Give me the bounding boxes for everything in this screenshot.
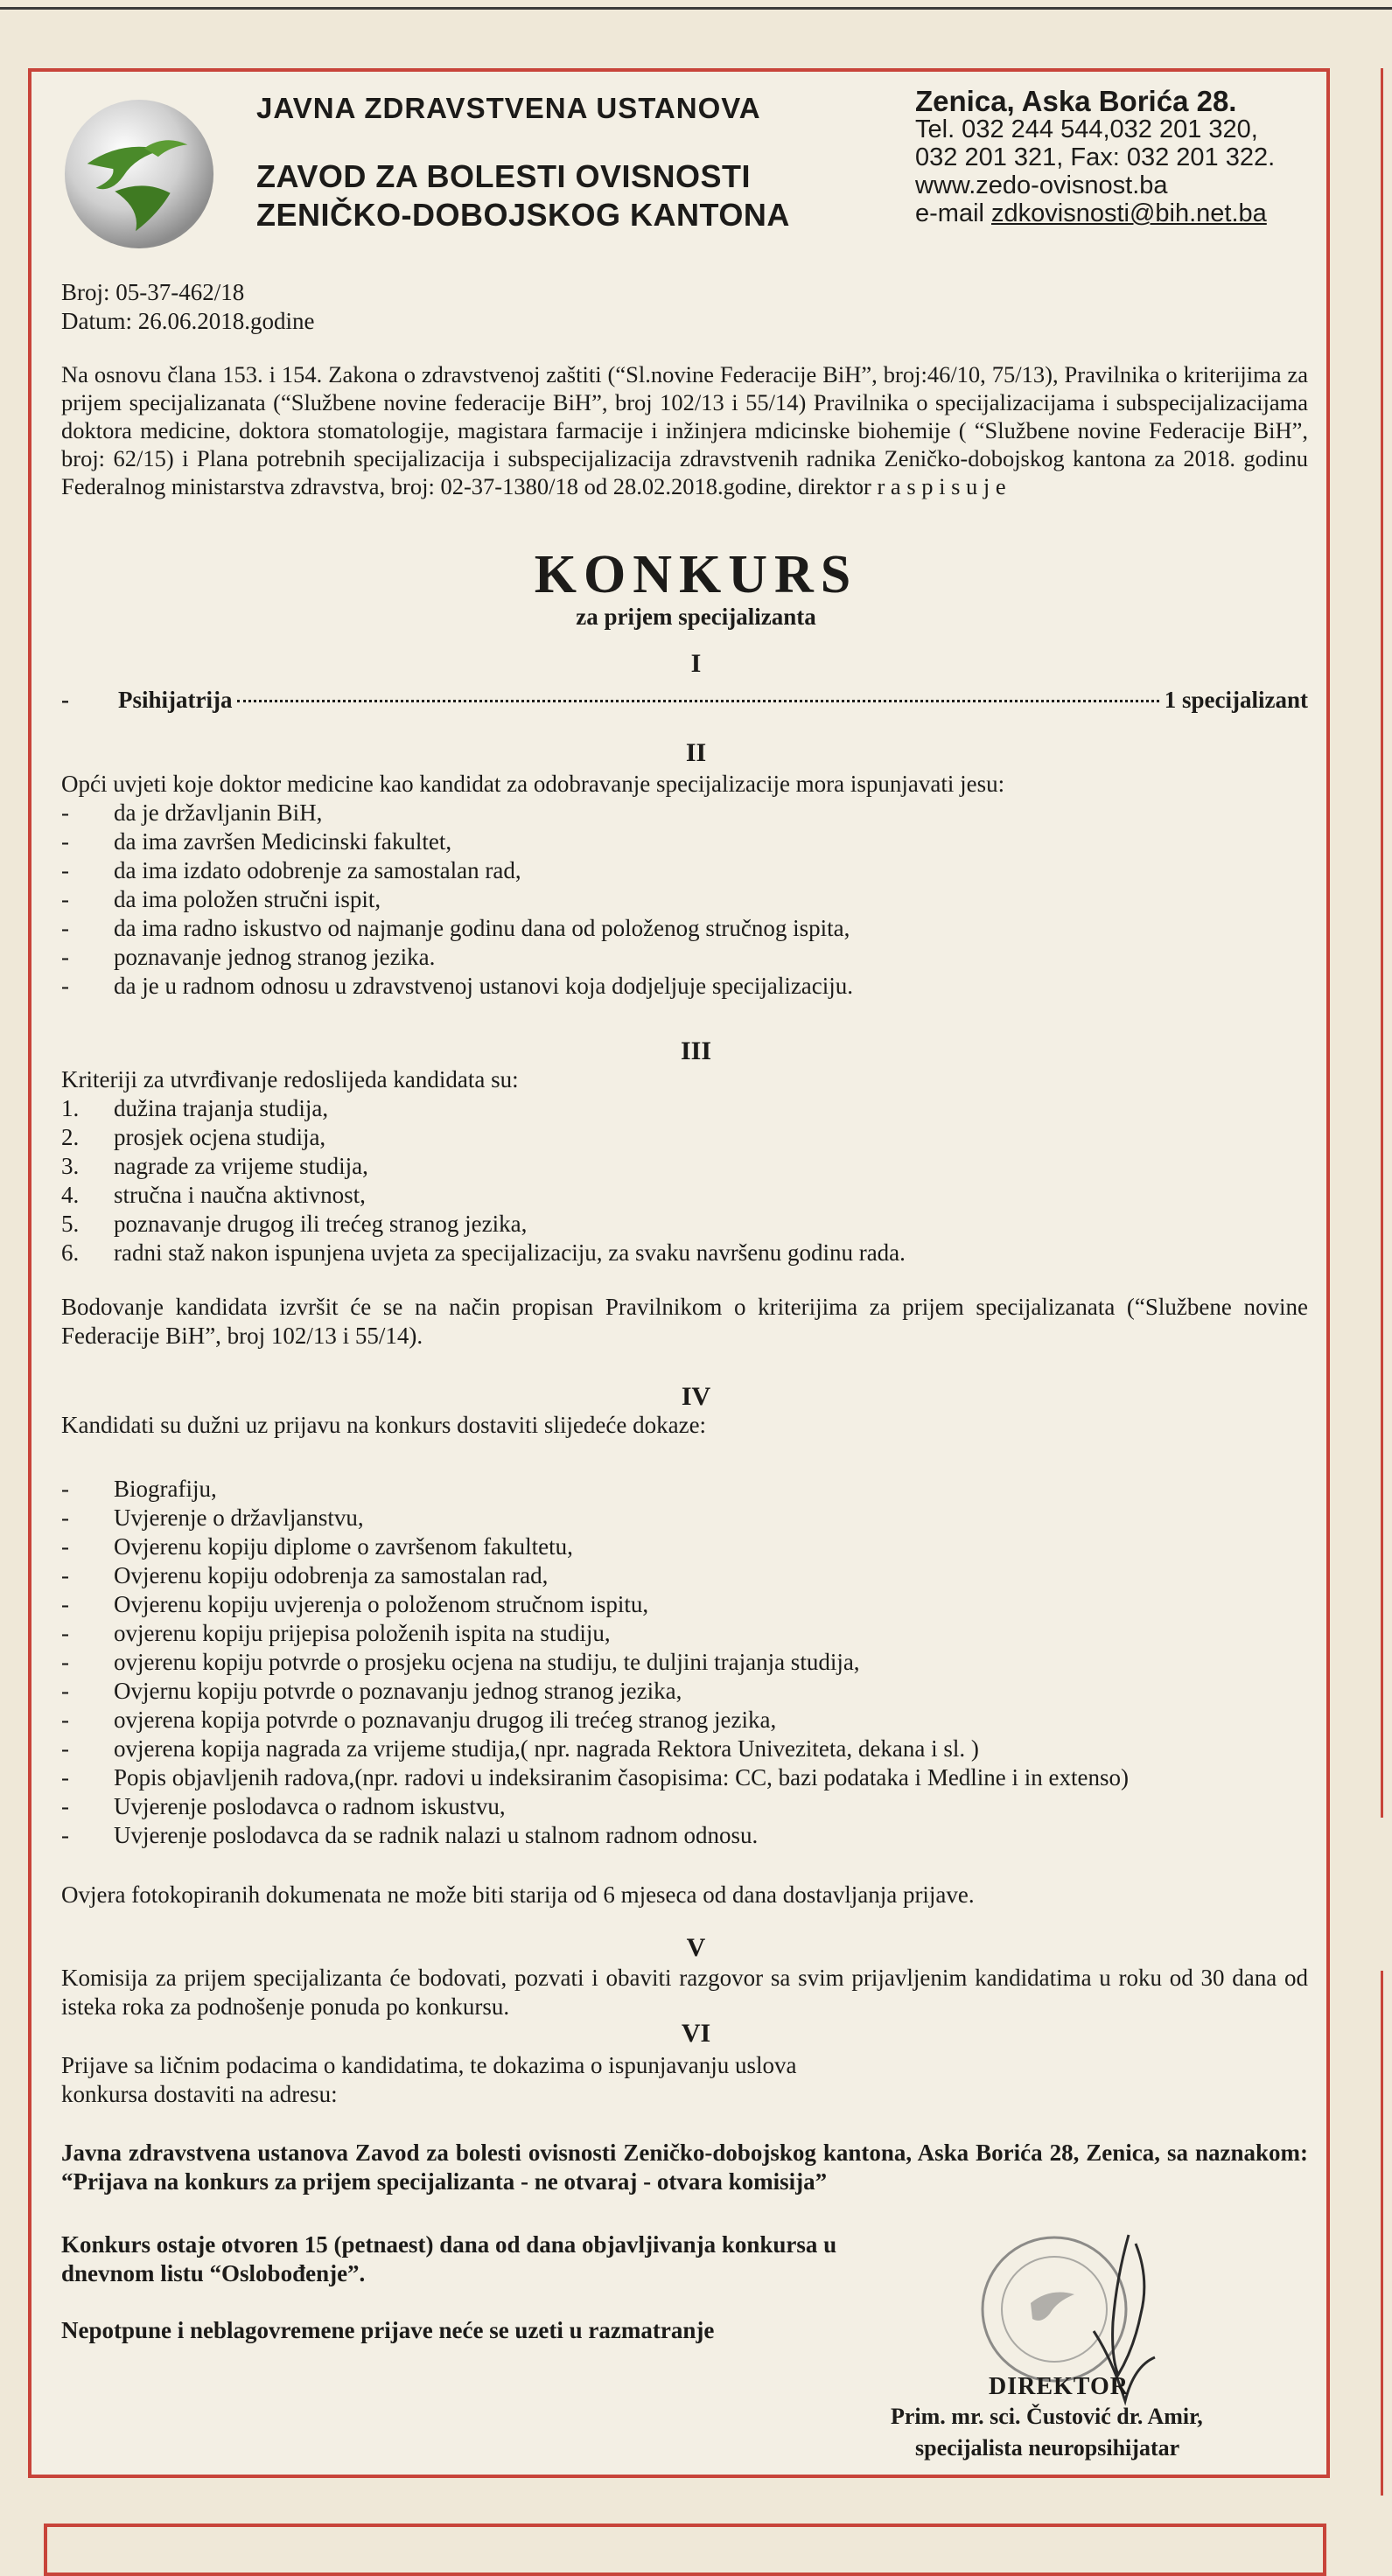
document-meta bbox=[61, 278, 314, 336]
list-item: - Uvjerenje poslodavca da se radnik nalazi u stalnom radnom odnosu. bbox=[61, 1822, 759, 1848]
section-5-heading: V bbox=[686, 1933, 706, 1962]
vacancy-count: 1 specijalizant bbox=[1164, 687, 1308, 713]
list-item: - da ima položen stručni ispit, bbox=[61, 886, 381, 912]
selection-criteria bbox=[61, 1065, 1308, 1267]
legal-basis-paragraph: Na osnovu člana 153. i 154. Zakona o zdravstvenoj zaštiti (“Sl.novine Federacije BiH”, broj:46/10, 75/13), Pravilnika o kriterijima za prijem specijalizanata (“Službene novine federacije BiH”, broj 102/13 i 55/14) Pravilnika o specijalizacijama i subspecijalizacijama doktora medicine, doktora stomatologije, magistara farmacije i inžinjera mdicinske biohemije ( “Službene novine Federacije BiH”, broj: 62/15) i Plana potrebnih specijalizacija i subspecijalizacija zdravstvenih radnika Zeničko-dobojskog kantona za 2018. godinu Federalnog ministarstva zdravstva, broj: 02-37-1380/18 od 28.02.2018.godine, direktor r a s p i s u j e bbox=[61, 361, 1308, 499]
notice-title: KONKURS bbox=[534, 545, 858, 604]
org-line-2: ZAVOD ZA BOLESTI OVISNOSTI bbox=[256, 158, 752, 194]
vacancy-field: Psihijatrija bbox=[118, 687, 233, 713]
criteria-intro: Kriteriji za utvrđivanje redoslijeda kandidata su: bbox=[61, 1066, 519, 1093]
incomplete-notice: Nepotpune i neblagovremene prijave neće se uzeti u razmatranje bbox=[61, 2317, 715, 2343]
list-item: - Biografiju, bbox=[61, 1476, 217, 1502]
list-item: - Uvjerenje poslodavca o radnom iskustvu, bbox=[61, 1793, 506, 1819]
top-rule bbox=[0, 7, 1392, 10]
list-item: - da je u radnom odnosu u zdravstvenoj ustanovi koja dodjeljuje specijalizaciju. bbox=[61, 973, 854, 999]
list-item: - Ovjerenu kopiju odobrenja za samostalan rad, bbox=[61, 1562, 549, 1588]
notice-subtitle: za prijem specijalizanta bbox=[576, 604, 816, 630]
org-name bbox=[256, 157, 790, 234]
contact-phone-1: Tel. 032 244 544,032 201 320, bbox=[915, 115, 1258, 143]
open-period: Konkurs ostaje otvoren 15 (petnaest) dana od dana objavljivanja konkursa u dnevnom listu “Oslobođenje”. bbox=[61, 2231, 837, 2286]
list-item: - Popis objavljenih radova,(npr. radovi u indeksiranim časopisima: CC, bazi podataka i Medline i in extenso) bbox=[61, 1764, 1130, 1791]
list-item: 2. prosjek ocjena studija, bbox=[61, 1124, 326, 1150]
list-item: - ovjerenu kopiju prijepisa položenih ispita na studiju, bbox=[61, 1620, 611, 1646]
certification-note: Ovjera fotokopiranih dokumenata ne može biti starija od 6 mjeseca od dana dostavljanja prijave. bbox=[61, 1881, 975, 1908]
org-line-3: ZENIČKO-DOBOJSKOG KANTONA bbox=[256, 197, 790, 233]
signatory-name: Prim. mr. sci. Čustović dr. Amir, bbox=[891, 2404, 1203, 2429]
adjacent-ad-box bbox=[44, 2524, 1326, 2576]
required-documents bbox=[61, 1475, 1308, 1850]
commission-paragraph: Komisija za prijem specijalizanta će bodovati, pozvati i obaviti razgovor sa svim prijavljenim kandidatima u roku od 30 dana od isteka roka za podnošenje ponuda po konkursu. bbox=[61, 1965, 1308, 2020]
list-item: - Ovjernu kopiju potvrde o poznavanju jednog stranog jezika, bbox=[61, 1678, 682, 1704]
scoring-paragraph: Bodovanje kandidata izvršit će se na način propisan Pravilnikom o kriterijima za prijem specijalizanata (“Službene novine Federacije BiH”, broj 102/13 i 55/14). bbox=[61, 1294, 1308, 1349]
contact-website[interactable]: www.zedo-ovisnost.ba bbox=[915, 171, 1168, 199]
list-item: - Uvjerenje o državljanstvu, bbox=[61, 1504, 364, 1531]
list-item: - da ima radno iskustvo od najmanje godinu dana od položenog stručnog ispita, bbox=[61, 915, 850, 941]
submission-paragraph: Prijave sa ličnim podacima o kandidatima, te dokazima o ispunjavanju uslova konkursa dostaviti na adresu: bbox=[61, 2052, 797, 2107]
list-item: - Ovjerenu kopiju diplome o završenom fakultetu, bbox=[61, 1533, 573, 1560]
section-6-heading: VI bbox=[681, 2019, 711, 2048]
signatory-title: specijalista neuropsihijatar bbox=[915, 2435, 1180, 2461]
reference-number: Broj: 05-37-462/18 bbox=[61, 279, 245, 305]
list-item: - ovjerena kopija potvrde o poznavanju drugog ili trećeg stranog jezika, bbox=[61, 1707, 777, 1733]
list-item: 4. stručna i naučna aktivnost, bbox=[61, 1182, 366, 1208]
vacancy-line bbox=[61, 687, 1308, 714]
document-date: Datum: 26.06.2018.godine bbox=[61, 308, 315, 334]
list-item: 1. dužina trajanja studija, bbox=[61, 1095, 329, 1121]
list-item: - poznavanje jednog stranog jezika. bbox=[61, 944, 436, 970]
list-item: - da ima izdato odobrenje za samostalan rad, bbox=[61, 857, 521, 883]
section-3-heading: III bbox=[680, 1037, 712, 1065]
contact-email[interactable]: zdkovisnosti@bih.net.ba bbox=[991, 199, 1267, 227]
list-item: - Ovjerenu kopiju uvjerenja o položenom stručnom ispitu, bbox=[61, 1591, 649, 1617]
list-item: - ovjerenu kopiju potvrde o prosjeku ocjena na studiju, te duljini trajanja studija, bbox=[61, 1649, 860, 1675]
org-line-1: JAVNA ZDRAVSTVENA USTANOVA bbox=[256, 92, 761, 124]
section-4-heading: IV bbox=[681, 1382, 711, 1411]
adjacent-ad-edge bbox=[1372, 68, 1392, 2482]
requirements-intro: Opći uvjeti koje doktor medicine kao kandidat za odobravanje specijalizacije mora ispunjavati jesu: bbox=[61, 771, 1005, 797]
list-item: - da ima završen Medicinski fakultet, bbox=[61, 828, 452, 855]
list-item: 6. radni staž nakon ispunjena uvjeta za specijalizaciju, za svaku navršenu godinu rada. bbox=[61, 1239, 906, 1266]
section-1-heading: I bbox=[690, 649, 702, 678]
list-item: - ovjerena kopija nagrada za vrijeme studija,( npr. nagrada Rektora Univeziteta, dekana i sl. ) bbox=[61, 1735, 979, 1762]
organization-logo-icon bbox=[61, 96, 217, 252]
section-2-heading: II bbox=[685, 738, 707, 767]
contact-block bbox=[915, 87, 1275, 227]
contact-address: Zenica, Aska Borića 28. bbox=[915, 85, 1237, 117]
submission-address: Javna zdravstvena ustanova Zavod za bolesti ovisnosti Zeničko-dobojskog kantona, Aska Borića 28, Zenica, sa naznakom: “Prijava na konkurs za prijem specijalizanta - ne otvaraj - otvara komisija” bbox=[61, 2140, 1308, 2195]
contact-phone-2: 032 201 321, Fax: 032 201 322. bbox=[915, 143, 1276, 171]
list-item: 3. nagrade za vrijeme studija, bbox=[61, 1153, 368, 1179]
list-item: - da je državljanin BiH, bbox=[61, 799, 323, 826]
signatory-role: DIREKTOR bbox=[989, 2373, 1129, 2400]
dot-leader bbox=[237, 700, 1158, 702]
documents-intro: Kandidati su dužni uz prijavu na konkurs dostaviti slijedeće dokaze: bbox=[61, 1412, 707, 1438]
list-item: 5. poznavanje drugog ili trećeg stranog jezika, bbox=[61, 1211, 528, 1237]
contact-email-label: e-mail bbox=[915, 199, 992, 227]
vacancy-dash: - bbox=[61, 687, 69, 713]
general-requirements bbox=[61, 770, 1308, 1001]
